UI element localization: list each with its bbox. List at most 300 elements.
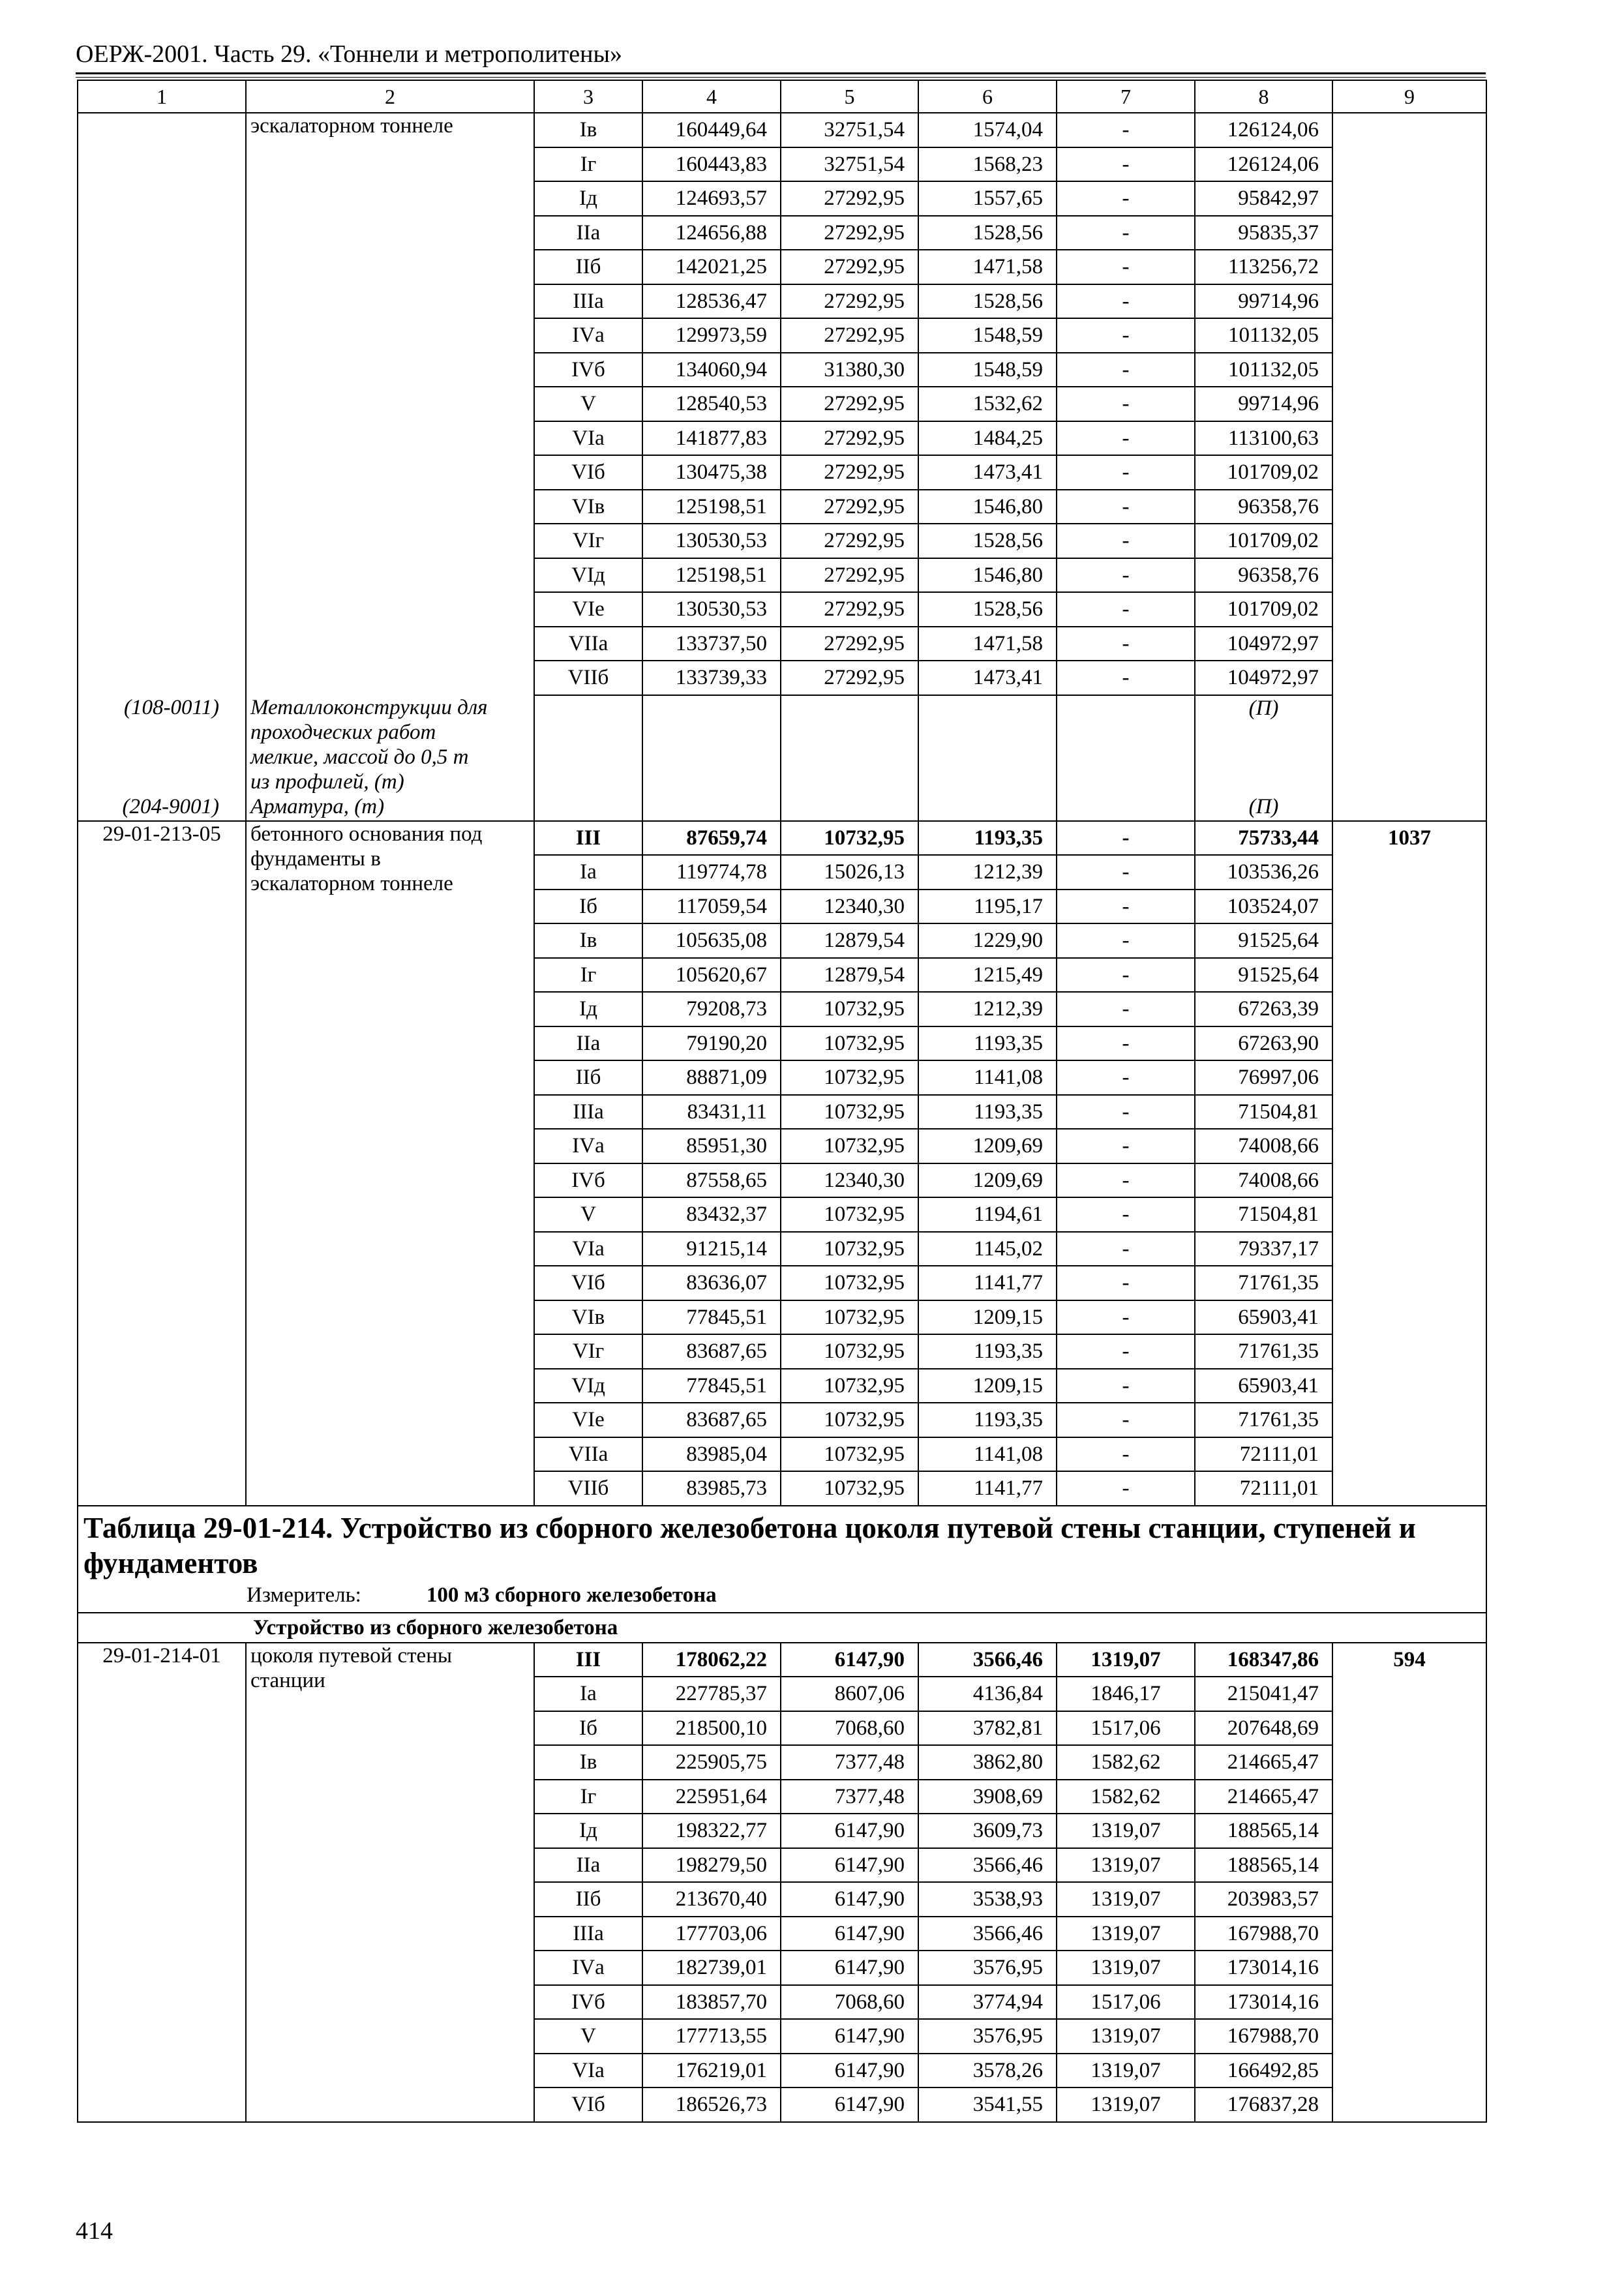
materials-cell: 126124,06 (1195, 113, 1332, 147)
materials-cell: 166492,85 (1195, 2054, 1332, 2088)
machines-cell: 1194,61 (918, 1197, 1057, 1232)
driver-wages-cell: 1319,07 (1057, 2019, 1195, 2054)
zone-cell: IVб (534, 1985, 642, 2020)
driver-wages-cell: 1319,07 (1057, 1917, 1195, 1951)
materials-cell: 188565,14 (1195, 1848, 1332, 1883)
section-row (78, 1613, 1486, 1643)
zone-cell: Iг (534, 147, 642, 182)
price-table (77, 80, 1487, 2123)
total-cost-cell: 177713,55 (642, 2019, 781, 2054)
wages-cell: 27292,95 (781, 661, 918, 695)
resource-col8: (П) (1195, 695, 1332, 794)
materials-cell: 101709,02 (1195, 455, 1332, 490)
materials-cell: 65903,41 (1195, 1369, 1332, 1403)
zone-cell: IVа (534, 1129, 642, 1163)
materials-cell: 95835,37 (1195, 216, 1332, 250)
empty-cell (534, 695, 642, 794)
driver-wages-cell: - (1057, 1437, 1195, 1472)
driver-wages-cell: - (1057, 821, 1195, 856)
driver-wages-cell: - (1057, 627, 1195, 661)
zone-cell: VIб (534, 1266, 642, 1300)
column-number: 3 (534, 80, 642, 113)
driver-wages-cell: - (1057, 958, 1195, 993)
materials-cell: 71761,35 (1195, 1334, 1332, 1369)
header-rule (76, 72, 1486, 74)
driver-wages-cell: 1582,62 (1057, 1780, 1195, 1814)
column-number: 4 (642, 80, 781, 113)
machines-cell: 1484,25 (918, 421, 1057, 456)
wages-cell: 27292,95 (781, 250, 918, 284)
materials-cell: 104972,97 (1195, 661, 1332, 695)
materials-cell: 173014,16 (1195, 1985, 1332, 2020)
zone-cell: Iд (534, 992, 642, 1026)
materials-cell: 215041,47 (1195, 1677, 1332, 1711)
materials-cell: 91525,64 (1195, 958, 1332, 993)
description-line: станции (250, 1668, 325, 1692)
driver-wages-cell: - (1057, 558, 1195, 593)
driver-wages-cell: - (1057, 216, 1195, 250)
driver-wages-cell: - (1057, 1129, 1195, 1163)
column-number-row (78, 80, 1486, 113)
total-cost-cell: 91215,14 (642, 1232, 781, 1266)
materials-cell: 103536,26 (1195, 855, 1332, 890)
driver-wages-cell: - (1057, 1266, 1195, 1300)
driver-wages-cell: - (1057, 318, 1195, 353)
table-title-row (78, 1506, 1486, 1613)
machines-cell: 1145,02 (918, 1232, 1057, 1266)
driver-wages-cell: - (1057, 490, 1195, 524)
resource-code: (204-9001) (78, 794, 246, 821)
zone-cell: IIб (534, 250, 642, 284)
zone-cell: Iв (534, 113, 642, 147)
zone-cell: IVб (534, 353, 642, 387)
machines-cell: 1546,80 (918, 558, 1057, 593)
section-title: Устройство из сборного железобетона (78, 1613, 1486, 1643)
driver-wages-cell: - (1057, 992, 1195, 1026)
wages-cell: 10732,95 (781, 821, 918, 856)
zone-cell: VIе (534, 1403, 642, 1437)
wages-cell: 27292,95 (781, 592, 918, 627)
total-cost-cell: 124693,57 (642, 181, 781, 216)
zone-cell: V (534, 387, 642, 421)
zone-cell: IIа (534, 1026, 642, 1061)
machines-cell: 3578,26 (918, 2054, 1057, 2088)
driver-wages-cell: 1517,06 (1057, 1985, 1195, 2020)
total-cost-cell: 83636,07 (642, 1266, 781, 1300)
materials-cell: 71761,35 (1195, 1403, 1332, 1437)
zone-cell: VIIа (534, 627, 642, 661)
driver-wages-cell: 1319,07 (1057, 1814, 1195, 1848)
total-cost-cell: 176219,01 (642, 2054, 781, 2088)
total-cost-cell: 87659,74 (642, 821, 781, 856)
materials-cell: 71504,81 (1195, 1095, 1332, 1130)
page-number: 414 (76, 2217, 113, 2245)
driver-wages-cell: - (1057, 890, 1195, 924)
total-cost-cell: 129973,59 (642, 318, 781, 353)
total-cost-cell: 125198,51 (642, 490, 781, 524)
driver-wages-cell: - (1057, 923, 1195, 958)
empty-cell (781, 794, 918, 821)
driver-wages-cell: - (1057, 855, 1195, 890)
resource-row (78, 794, 1486, 821)
total-cost-cell: 213670,40 (642, 1882, 781, 1917)
wages-cell: 12879,54 (781, 923, 918, 958)
zone-cell: VIб (534, 455, 642, 490)
driver-wages-cell: - (1057, 1026, 1195, 1061)
machines-cell: 1546,80 (918, 490, 1057, 524)
machines-cell: 1193,35 (918, 1026, 1057, 1061)
driver-wages-cell: - (1057, 1369, 1195, 1403)
machines-cell: 1557,65 (918, 181, 1057, 216)
machines-cell: 1548,59 (918, 318, 1057, 353)
column-number: 5 (781, 80, 918, 113)
driver-wages-cell: - (1057, 1403, 1195, 1437)
zone-cell: VIд (534, 558, 642, 593)
machines-cell: 1141,77 (918, 1471, 1057, 1506)
wages-cell: 32751,54 (781, 113, 918, 147)
wages-cell: 31380,30 (781, 353, 918, 387)
zone-cell: VIа (534, 421, 642, 456)
zone-cell: IIIа (534, 284, 642, 319)
materials-cell: 168347,86 (1195, 1643, 1332, 1677)
resource-row (78, 695, 1486, 794)
zone-cell: VIIа (534, 1437, 642, 1472)
empty-cell (918, 794, 1057, 821)
zone-cell: VIIб (534, 661, 642, 695)
driver-wages-cell: - (1057, 1232, 1195, 1266)
total-cost-cell: 198279,50 (642, 1848, 781, 1883)
driver-wages-cell: - (1057, 147, 1195, 182)
machines-cell: 1471,58 (918, 250, 1057, 284)
materials-cell: 103524,07 (1195, 890, 1332, 924)
driver-wages-cell: 1319,07 (1057, 1643, 1195, 1677)
wages-cell: 6147,90 (781, 2054, 918, 2088)
wages-cell: 6147,90 (781, 1917, 918, 1951)
materials-cell: 79337,17 (1195, 1232, 1332, 1266)
wages-cell: 7068,60 (781, 1985, 918, 2020)
machines-cell: 3566,46 (918, 1917, 1057, 1951)
machines-cell: 3538,93 (918, 1882, 1057, 1917)
materials-cell: 74008,66 (1195, 1129, 1332, 1163)
zone-cell: Iг (534, 958, 642, 993)
wages-cell: 6147,90 (781, 2019, 918, 2054)
total-cost-cell: 77845,51 (642, 1369, 781, 1403)
wages-cell: 10732,95 (781, 1437, 918, 1472)
machines-cell: 3541,55 (918, 2087, 1057, 2122)
resource-col8: (П) (1195, 794, 1332, 821)
machines-cell: 1209,69 (918, 1163, 1057, 1198)
zone-cell: Iб (534, 1711, 642, 1746)
materials-cell: 76997,06 (1195, 1060, 1332, 1095)
total-cost-cell: 186526,73 (642, 2087, 781, 2122)
norm-cell (1332, 113, 1486, 695)
machines-cell: 1141,08 (918, 1060, 1057, 1095)
machines-cell: 3566,46 (918, 1643, 1057, 1677)
materials-cell: 75733,44 (1195, 821, 1332, 856)
materials-cell: 126124,06 (1195, 147, 1332, 182)
machines-cell: 1195,17 (918, 890, 1057, 924)
empty-cell (642, 794, 781, 821)
machines-cell: 3908,69 (918, 1780, 1057, 1814)
empty-cell (1057, 695, 1195, 794)
machines-cell: 3862,80 (918, 1745, 1057, 1780)
header-rule-thin (76, 77, 1486, 78)
total-cost-cell: 182739,01 (642, 1951, 781, 1985)
total-cost-cell: 117059,54 (642, 890, 781, 924)
zone-cell: VIв (534, 1300, 642, 1335)
empty-cell (781, 695, 918, 794)
zone-cell: IVа (534, 318, 642, 353)
total-cost-cell: 128536,47 (642, 284, 781, 319)
total-cost-cell: 128540,53 (642, 387, 781, 421)
driver-wages-cell: - (1057, 1060, 1195, 1095)
wages-cell: 10732,95 (781, 1300, 918, 1335)
description-line: бетонного основания под (250, 822, 483, 846)
wages-cell: 27292,95 (781, 455, 918, 490)
total-cost-cell: 88871,09 (642, 1060, 781, 1095)
zone-cell: VIе (534, 592, 642, 627)
resource-name-line: из профилей, (т) (250, 770, 404, 794)
driver-wages-cell: 1319,07 (1057, 1848, 1195, 1883)
wages-cell: 12879,54 (781, 958, 918, 993)
wages-cell: 7068,60 (781, 1711, 918, 1746)
machines-cell: 1229,90 (918, 923, 1057, 958)
table-row (78, 1643, 1486, 1677)
machines-cell: 3576,95 (918, 2019, 1057, 2054)
total-cost-cell: 177703,06 (642, 1917, 781, 1951)
total-cost-cell: 142021,25 (642, 250, 781, 284)
total-cost-cell: 225905,75 (642, 1745, 781, 1780)
materials-cell: 101132,05 (1195, 353, 1332, 387)
driver-wages-cell: 1319,07 (1057, 1951, 1195, 1985)
column-number: 7 (1057, 80, 1195, 113)
zone-cell: IIIа (534, 1095, 642, 1130)
wages-cell: 27292,95 (781, 216, 918, 250)
materials-cell: 113256,72 (1195, 250, 1332, 284)
machines-cell: 1528,56 (918, 592, 1057, 627)
driver-wages-cell: - (1057, 421, 1195, 456)
column-number: 1 (78, 80, 246, 113)
total-cost-cell: 85951,30 (642, 1129, 781, 1163)
materials-cell: 71761,35 (1195, 1266, 1332, 1300)
code-cell (78, 821, 246, 1506)
total-cost-cell: 119774,78 (642, 855, 781, 890)
zone-cell: Iа (534, 1677, 642, 1711)
total-cost-cell: 125198,51 (642, 558, 781, 593)
wages-cell: 10732,95 (781, 1334, 918, 1369)
machines-cell: 1141,77 (918, 1266, 1057, 1300)
wages-cell: 10732,95 (781, 1026, 918, 1061)
materials-cell: 167988,70 (1195, 2019, 1332, 2054)
column-number: 2 (246, 80, 534, 113)
driver-wages-cell: 1319,07 (1057, 2054, 1195, 2088)
wages-cell: 32751,54 (781, 147, 918, 182)
zone-cell: VIв (534, 490, 642, 524)
wages-cell: 10732,95 (781, 1369, 918, 1403)
table-title: Таблица 29-01-214. Устройство из сборного железобетона цоколя путевой стены станции, ступеней и фундаментов (83, 1511, 1416, 1579)
driver-wages-cell: - (1057, 250, 1195, 284)
column-number: 6 (918, 80, 1057, 113)
total-cost-cell: 198322,77 (642, 1814, 781, 1848)
driver-wages-cell: 1582,62 (1057, 1745, 1195, 1780)
description-cell (246, 1643, 534, 2122)
driver-wages-cell: - (1057, 387, 1195, 421)
total-cost-cell: 141877,83 (642, 421, 781, 456)
unit-label: Измеритель: (247, 1583, 361, 1607)
driver-wages-cell: - (1057, 455, 1195, 490)
machines-cell: 1473,41 (918, 455, 1057, 490)
total-cost-cell: 83985,04 (642, 1437, 781, 1472)
empty-cell (534, 794, 642, 821)
wages-cell: 12340,30 (781, 890, 918, 924)
zone-cell: Iд (534, 1814, 642, 1848)
machines-cell: 1193,35 (918, 1334, 1057, 1369)
driver-wages-cell: - (1057, 524, 1195, 558)
machines-cell: 3774,94 (918, 1985, 1057, 2020)
materials-cell: 113100,63 (1195, 421, 1332, 456)
resource-name-line: Арматура, (т) (250, 794, 385, 818)
total-cost-cell: 130475,38 (642, 455, 781, 490)
zone-cell: VIб (534, 2087, 642, 2122)
total-cost-cell: 77845,51 (642, 1300, 781, 1335)
code-cell (78, 113, 246, 695)
zone-cell: VIа (534, 1232, 642, 1266)
materials-cell: 95842,97 (1195, 181, 1332, 216)
zone-cell: IVа (534, 1951, 642, 1985)
zone-cell: VIа (534, 2054, 642, 2088)
machines-cell: 3609,73 (918, 1814, 1057, 1848)
materials-cell: 188565,14 (1195, 1814, 1332, 1848)
zone-cell: Iв (534, 1745, 642, 1780)
wages-cell: 7377,48 (781, 1745, 918, 1780)
total-cost-cell: 225951,64 (642, 1780, 781, 1814)
machines-cell: 1528,56 (918, 524, 1057, 558)
empty-cell (1332, 695, 1486, 794)
unit-line (83, 1582, 1481, 1608)
total-cost-cell: 79208,73 (642, 992, 781, 1026)
wages-cell: 10732,95 (781, 1403, 918, 1437)
driver-wages-cell: 1846,17 (1057, 1677, 1195, 1711)
driver-wages-cell: - (1057, 113, 1195, 147)
driver-wages-cell: - (1057, 181, 1195, 216)
materials-cell: 67263,90 (1195, 1026, 1332, 1061)
materials-cell: 65903,41 (1195, 1300, 1332, 1335)
machines-cell: 1568,23 (918, 147, 1057, 182)
wages-cell: 6147,90 (781, 1814, 918, 1848)
resource-name (246, 695, 534, 794)
zone-cell: Iа (534, 855, 642, 890)
machines-cell: 3566,46 (918, 1848, 1057, 1883)
wages-cell: 10732,95 (781, 1060, 918, 1095)
zone-cell: Iб (534, 890, 642, 924)
wages-cell: 6147,90 (781, 2087, 918, 2122)
table-title-cell (78, 1506, 1486, 1613)
wages-cell: 6147,90 (781, 1643, 918, 1677)
driver-wages-cell: 1517,06 (1057, 1711, 1195, 1746)
page-header-title: ОЕРЖ-2001. Часть 29. «Тоннели и метрополитены» (76, 40, 623, 68)
total-cost-cell: 227785,37 (642, 1677, 781, 1711)
norm-code: 29-01-213-05 (102, 822, 221, 846)
materials-cell: 74008,66 (1195, 1163, 1332, 1198)
driver-wages-cell: - (1057, 284, 1195, 319)
wages-cell: 27292,95 (781, 421, 918, 456)
empty-cell (1332, 794, 1486, 821)
zone-cell: VIг (534, 1334, 642, 1369)
materials-cell: 101709,02 (1195, 524, 1332, 558)
materials-cell: 104972,97 (1195, 627, 1332, 661)
zone-cell: VIг (534, 524, 642, 558)
wages-cell: 6147,90 (781, 1848, 918, 1883)
zone-cell: IIб (534, 1060, 642, 1095)
wages-cell: 6147,90 (781, 1882, 918, 1917)
labor-value: 1037 (1388, 826, 1431, 850)
machines-cell: 1209,69 (918, 1129, 1057, 1163)
total-cost-cell: 160449,64 (642, 113, 781, 147)
materials-cell: 176837,28 (1195, 2087, 1332, 2122)
wages-cell: 27292,95 (781, 387, 918, 421)
column-number: 9 (1332, 80, 1486, 113)
zone-cell: V (534, 1197, 642, 1232)
machines-cell: 1528,56 (918, 216, 1057, 250)
driver-wages-cell: 1319,07 (1057, 2087, 1195, 2122)
driver-wages-cell: - (1057, 1095, 1195, 1130)
wages-cell: 10732,95 (781, 1232, 918, 1266)
description-cell (246, 821, 534, 1506)
resource-name-line: проходческих работ (250, 720, 436, 744)
materials-cell: 72111,01 (1195, 1471, 1332, 1506)
zone-cell: Iд (534, 181, 642, 216)
driver-wages-cell: - (1057, 1471, 1195, 1506)
labor-cell (1332, 1643, 1486, 2122)
zone-cell: IIб (534, 1882, 642, 1917)
total-cost-cell: 130530,53 (642, 524, 781, 558)
wages-cell: 10732,95 (781, 1197, 918, 1232)
description-cell (246, 113, 534, 695)
resource-name (246, 794, 534, 821)
total-cost-cell: 218500,10 (642, 1711, 781, 1746)
machines-cell: 4136,84 (918, 1677, 1057, 1711)
materials-cell: 99714,96 (1195, 387, 1332, 421)
total-cost-cell: 105620,67 (642, 958, 781, 993)
materials-cell: 91525,64 (1195, 923, 1332, 958)
total-cost-cell: 160443,83 (642, 147, 781, 182)
driver-wages-cell: - (1057, 1334, 1195, 1369)
materials-cell: 101709,02 (1195, 592, 1332, 627)
zone-cell: IIIа (534, 1917, 642, 1951)
table-row (78, 821, 1486, 856)
driver-wages-cell: - (1057, 592, 1195, 627)
materials-cell: 72111,01 (1195, 1437, 1332, 1472)
wages-cell: 12340,30 (781, 1163, 918, 1198)
machines-cell: 1212,39 (918, 855, 1057, 890)
empty-cell (642, 695, 781, 794)
total-cost-cell: 183857,70 (642, 1985, 781, 2020)
materials-cell: 207648,69 (1195, 1711, 1332, 1746)
materials-cell: 67263,39 (1195, 992, 1332, 1026)
total-cost-cell: 83687,65 (642, 1334, 781, 1369)
wages-cell: 27292,95 (781, 627, 918, 661)
wages-cell: 15026,13 (781, 855, 918, 890)
resource-code: (108-0011) (78, 695, 246, 794)
machines-cell: 1548,59 (918, 353, 1057, 387)
materials-cell: 173014,16 (1195, 1951, 1332, 1985)
wages-cell: 27292,95 (781, 181, 918, 216)
driver-wages-cell: 1319,07 (1057, 1882, 1195, 1917)
zone-cell: V (534, 2019, 642, 2054)
zone-cell: IIа (534, 1848, 642, 1883)
machines-cell: 1215,49 (918, 958, 1057, 993)
materials-cell: 71504,81 (1195, 1197, 1332, 1232)
